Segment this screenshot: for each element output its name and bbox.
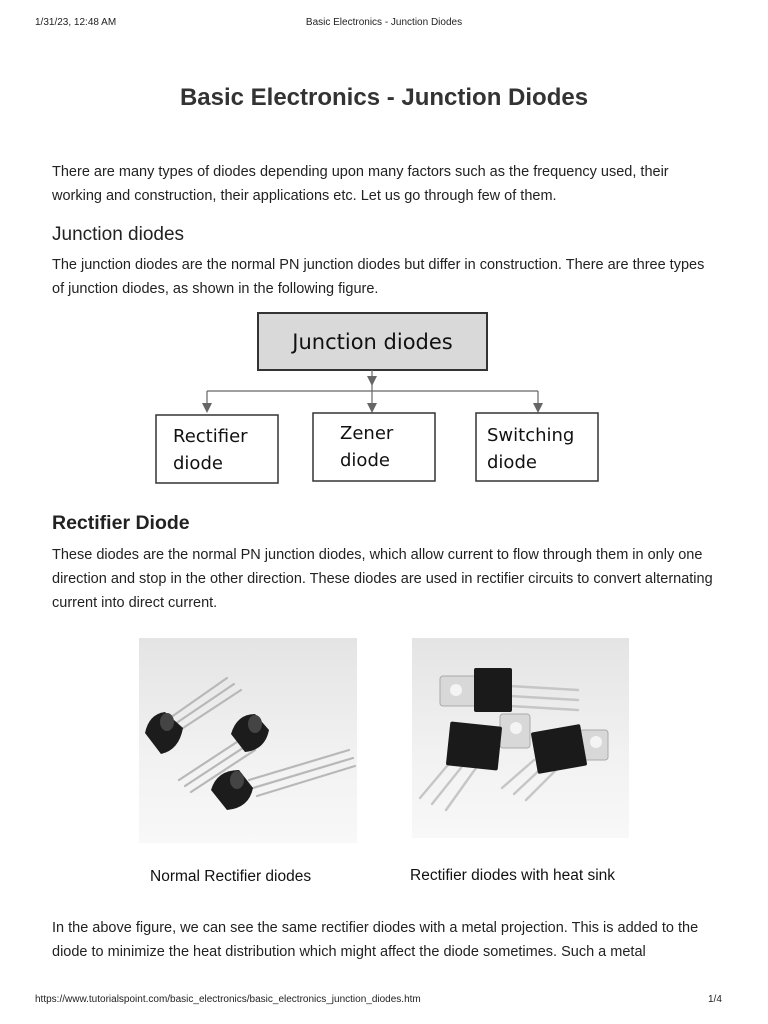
junction-diodes-diagram bbox=[150, 308, 610, 490]
diagram-arrow-zener bbox=[367, 403, 377, 413]
diagram-root-label: Junction diodes bbox=[292, 330, 453, 354]
page-title: Basic Electronics - Junction Diodes bbox=[179, 84, 589, 111]
diagram-rectifier-label-1: Rectifier bbox=[173, 426, 248, 447]
to220-diodes-illustration bbox=[412, 638, 629, 838]
diagram-zener-label-1: Zener bbox=[340, 423, 394, 444]
section-heading-junction-diodes: Junction diodes bbox=[52, 224, 185, 245]
print-url[interactable]: https://www.tutorialspoint.com/basic_electronics/basic_electronics_junction_diodes.htm bbox=[35, 994, 421, 1005]
diagram-zener-label-2: diode bbox=[340, 450, 390, 471]
print-page-number: 1/4 bbox=[708, 994, 722, 1005]
diagram-rectifier-label-2: diode bbox=[173, 453, 223, 474]
junction-diodes-paragraph: The junction diodes are the normal PN junction diodes but differ in construction. There are three types of junction diodes, as shown in the following figure. bbox=[52, 257, 705, 297]
intro-paragraph: There are many types of diodes depending upon many factors such as the frequency used, their working and construction, their applications etc. Let us go through few of them. bbox=[52, 164, 669, 204]
diagram-switching-label-1: Switching bbox=[487, 425, 575, 446]
rectifier-diode-paragraph: These diodes are the normal PN junction diodes, which allow current to flow through them in only one direction and stop in the other direction. These diodes are used in rectifier circuits to convert alternating current into direct current. bbox=[52, 547, 713, 611]
print-datetime: 1/31/23, 12:48 AM bbox=[35, 17, 117, 28]
diagram-arrow-root bbox=[367, 376, 377, 386]
print-page-title: Basic Electronics - Junction Diodes bbox=[305, 17, 463, 28]
section-heading-rectifier-diode: Rectifier Diode bbox=[52, 512, 190, 534]
closing-paragraph: In the above figure, we can see the same rectifier diodes with a metal projection. This is added to the diode to minimize the heat distribution which might affect the diode sometimes. Such a metal bbox=[52, 920, 699, 960]
diagram-connector-lines bbox=[207, 370, 538, 405]
diagram-arrow-switching bbox=[533, 403, 543, 413]
diagram-switching-label-2: diode bbox=[487, 452, 537, 473]
normal-rectifier-diodes-photo bbox=[139, 638, 357, 843]
diagram-arrow-rectifier bbox=[202, 403, 212, 413]
heat-sink-diodes-caption: Rectifier diodes with heat sink bbox=[410, 867, 616, 884]
normal-rectifier-diodes-caption: Normal Rectifier diodes bbox=[150, 868, 312, 885]
heat-sink-diodes-photo bbox=[412, 638, 629, 838]
to92-diodes-illustration bbox=[139, 638, 357, 843]
